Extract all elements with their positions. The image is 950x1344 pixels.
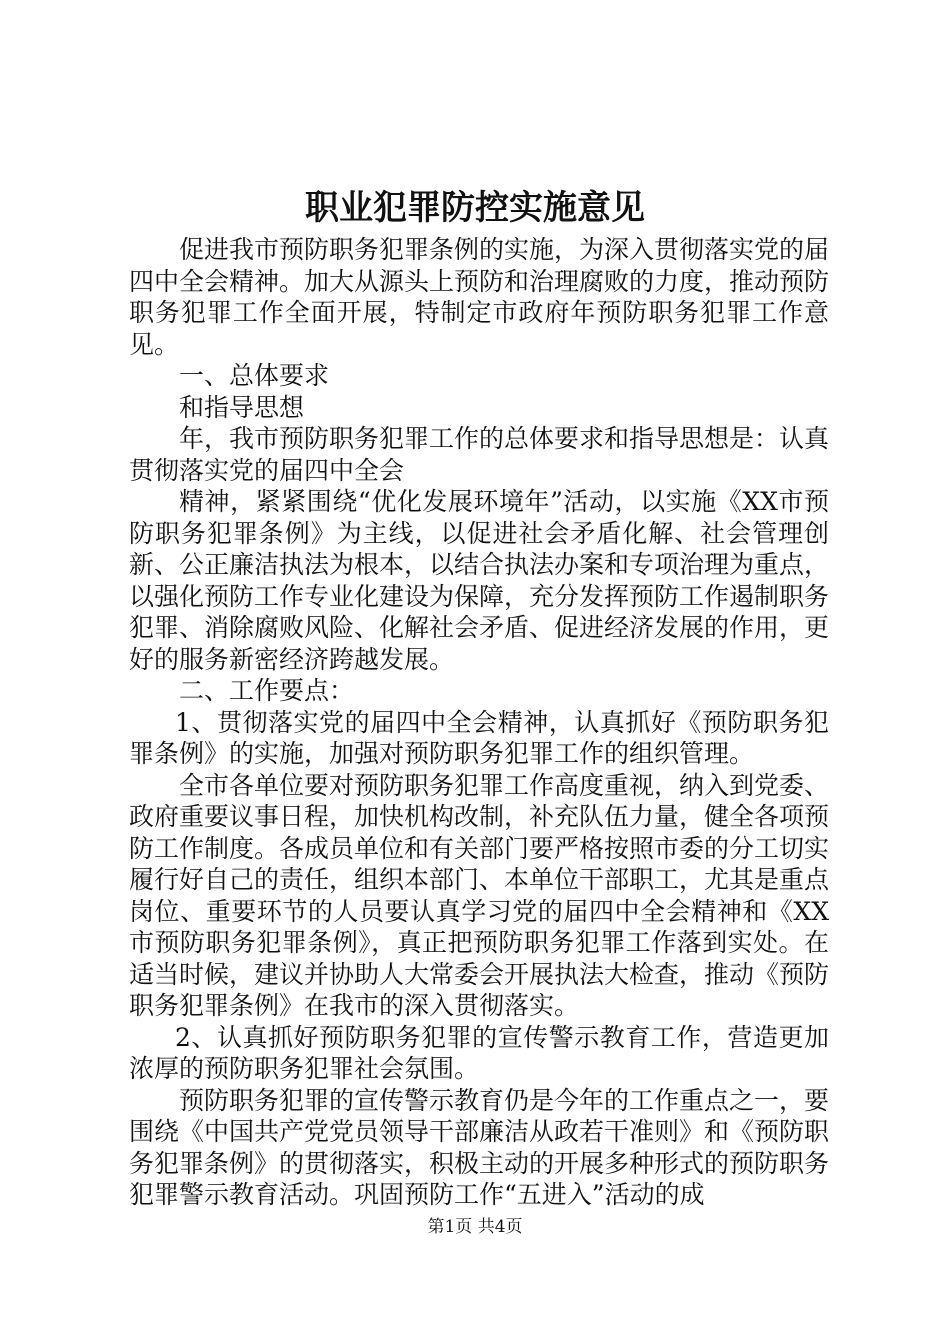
paragraph-intro: 促进我市预防职务犯罪条例的实施，为深入贯彻落实党的届四中全会精神。加大从源头上预防和治理腐败的力度，推动预防职务犯罪工作全面开展，特制定市政府年预防职务犯罪工作意见。 [129, 235, 830, 359]
paragraph-point-2: 2、认真抓好预防职务犯罪的宣传警示教育工作，营造更加浓厚的预防职务犯罪社会氛围。 [129, 1022, 829, 1083]
paragraph-requirements: 年，我市预防职务犯罪工作的总体要求和指导思想是：认真贯彻落实党的届四中全会 [129, 424, 830, 485]
document-body [129, 234, 829, 1211]
heading-general-requirements: 一、总体要求 [179, 361, 330, 390]
heading-work-points: 二、工作要点： [179, 676, 355, 705]
paragraph-point-2-detail: 预防职务犯罪的宣传警示教育仍是今年的工作重点之一，要围绕《中国共产党党员领导干部廉洁从政若干准则》和《预防职务犯罪条例》的贯彻落实，积极主动的开展多种形式的预防职务犯罪警示教育活动。巩固预防工作“五进入”活动的成 [129, 1085, 830, 1209]
paragraph-spirit: 精神，紧紧围绕“优化发展环境年”活动，以实施《XX市预防职务犯罪条例》为主线，以促进社会矛盾化解、社会管理创新、公正廉洁执法为根本，以结合执法办案和专项治理为重点，以强化预防工作专业化建设为保障，充分发挥预防工作遏制职务犯罪、消除腐败风险、化解社会矛盾、促进经济发展的作用，更好的服务新密经济跨越发展。 [129, 487, 830, 674]
paragraph-point-1-detail: 全市各单位要对预防职务犯罪工作高度重视，纳入到党委、政府重要议事日程，加快机构改制，补充队伍力量，健全各项预防工作制度。各成员单位和有关部门要严格按照市委的分工切实履行好自己的责任，组织本部门、本单位干部职工，尤其是重点岗位、重要环节的人员要认真学习党的届四中全会精神和《XX市预防职务犯罪条例》，真正把预防职务犯罪工作落到实处。在适当时候，建议并协助人大常委会开展执法大检查，推动《预防职务犯罪条例》在我市的深入贯彻落实。 [129, 770, 830, 1020]
document-title: 职业犯罪防控实施意见 [305, 188, 645, 228]
heading-guiding-thought: 和指导思想 [179, 392, 305, 422]
page-footer: 第1页 共4页 [427, 1217, 523, 1237]
paragraph-point-1: 1、贯彻落实党的届四中全会精神，认真抓好《预防职务犯罪条例》的实施，加强对预防职务犯罪工作的组织管理。 [129, 707, 829, 768]
